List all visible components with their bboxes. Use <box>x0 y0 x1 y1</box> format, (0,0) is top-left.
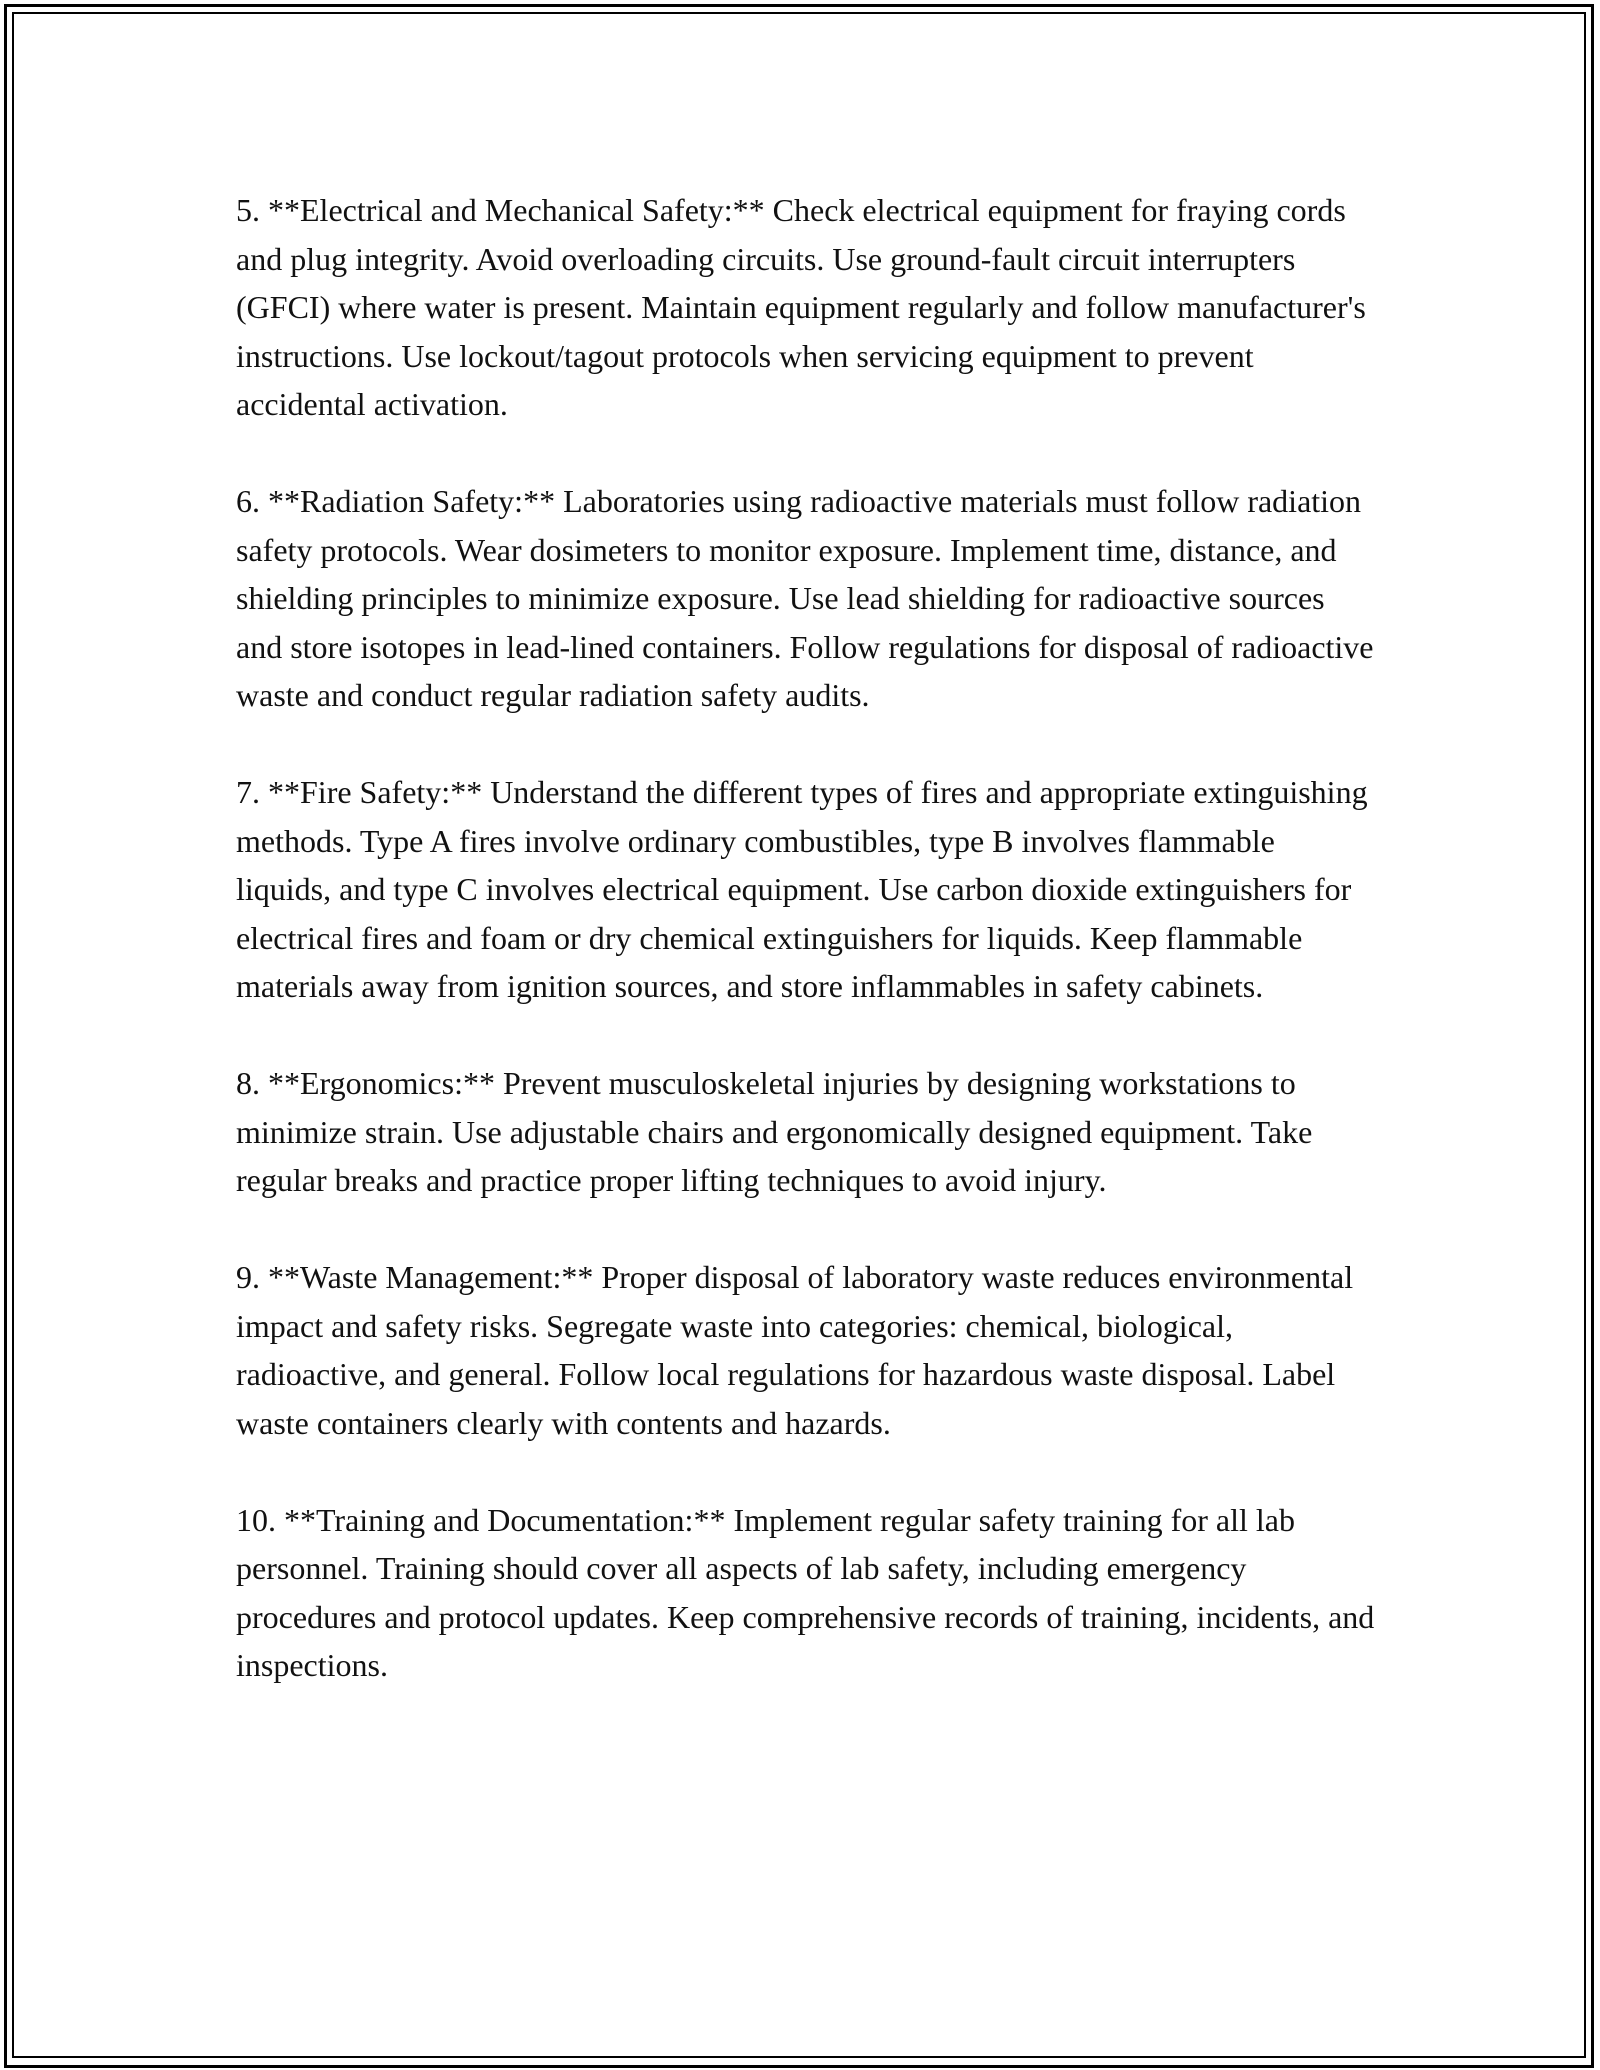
paragraph-waste-management: 9. **Waste Management:** Proper disposal of laboratory waste reduces environmental impact and safety risks. Segregate waste into categories: chemical, biological, radioactive, and general. Follow local regulations for hazardous waste disposal. Label waste containers clearly with contents and hazards. <box>236 1259 1354 1441</box>
paragraph-radiation-safety: 6. **Radiation Safety:** Laboratories using radioactive materials must follow radiation safety protocols. Wear dosimeters to monitor exposure. Implement time, distance, and shielding principles to minimize exposure. Use lead shielding for radioactive sources and store isotopes in lead-lined containers. Follow regulations for disposal of radioactive waste and conduct regular radiation safety audits. <box>236 483 1374 713</box>
paragraph-electrical-mechanical-safety: 5. **Electrical and Mechanical Safety:** Check electrical equipment for fraying cords and plug integrity. Avoid overloading circuits. Use ground-fault circuit interrupters (GFCI) where water is present. Maintain equipment regularly and follow manufacturer's instructions. Use lockout/tagout protocols when servicing equipment to prevent accidental activation. <box>236 192 1366 422</box>
paragraph-fire-safety: 7. **Fire Safety:** Understand the different types of fires and appropriate extinguishing methods. Type A fires involve ordinary combustibles, type B involves flammable liquids, and type C involves electrical equipment. Use carbon dioxide extinguishers for electrical fires and foam or dry chemical extinguishers for liquids. Keep flammable materials away from ignition sources, and store inflammables in safety cabinets. <box>236 774 1368 1004</box>
paragraph-ergonomics: 8. **Ergonomics:** Prevent musculoskeletal injuries by designing workstations to minimize strain. Use adjustable chairs and ergonomically designed equipment. Take regular breaks and practice proper lifting techniques to avoid injury. <box>236 1065 1313 1198</box>
paragraph-training-documentation: 10. **Training and Documentation:** Implement regular safety training for all lab personnel. Training should cover all aspects of lab safety, including emergency procedures and protocol updates. Keep comprehensive records of training, incidents, and inspections. <box>236 1501 1375 1683</box>
document-body <box>236 186 1376 1690</box>
